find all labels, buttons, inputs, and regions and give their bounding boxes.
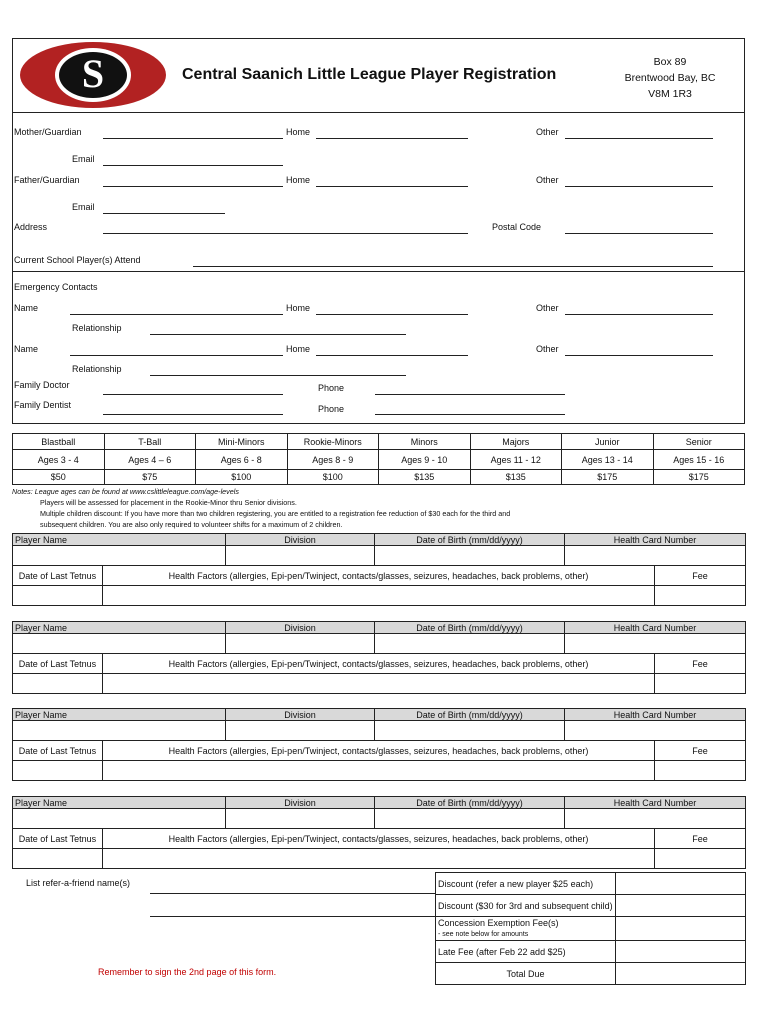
- dob-field[interactable]: [375, 721, 565, 741]
- player-block-4: Player Name Division Date of Birth (mm/dd/yyyy) Health Card Number Date of Last Tetnus Health Factors (allergies, Epi-pen/Twinject, contacts/glasses, seizures, headaches, back problems, other) Fee: [12, 796, 746, 869]
- dob-field[interactable]: [375, 809, 565, 829]
- player-block-2: Player Name Division Date of Birth (mm/dd/yyyy) Health Card Number Date of Last Tetnus Health Factors (allergies, Epi-pen/Twinject, contacts/glasses, seizures, headaches, back problems, other) Fee: [12, 621, 746, 694]
- division-name: Blastball: [13, 434, 105, 450]
- emergency1-relationship-field[interactable]: [150, 334, 406, 335]
- division-name: Minors: [379, 434, 471, 450]
- emergency1-other-label: Other: [536, 303, 559, 313]
- division-ages: Ages 15 - 16: [653, 450, 745, 470]
- refer-friend-field-2[interactable]: [150, 916, 435, 917]
- discount-new-label: Discount (refer a new player $25 each): [436, 873, 616, 895]
- player-name-field[interactable]: [13, 634, 226, 654]
- division-price: $50: [13, 470, 105, 485]
- fee-field[interactable]: [655, 761, 746, 781]
- discount-new-field[interactable]: [616, 873, 746, 895]
- mother-home-field[interactable]: [316, 138, 468, 139]
- tetnus-field[interactable]: [13, 586, 103, 606]
- division-ages: Ages 13 - 14: [562, 450, 654, 470]
- tetnus-field[interactable]: [13, 674, 103, 694]
- division-field[interactable]: [226, 634, 375, 654]
- emergency2-other-label: Other: [536, 344, 559, 354]
- player-block-3: Player Name Division Date of Birth (mm/dd/yyyy) Health Card Number Date of Last Tetnus Health Factors (allergies, Epi-pen/Twinject, contacts/glasses, seizures, headaches, back problems, other) Fee: [12, 708, 746, 781]
- fee-field[interactable]: [655, 586, 746, 606]
- division-field[interactable]: [226, 809, 375, 829]
- emergency2-home-label: Home: [286, 344, 311, 354]
- fee-summary-table: [435, 872, 746, 985]
- player-name-field[interactable]: [13, 546, 226, 566]
- division-field[interactable]: [226, 546, 375, 566]
- division-price: $175: [562, 470, 654, 485]
- health-card-field[interactable]: [565, 721, 746, 741]
- father-home-label: Home: [286, 175, 311, 185]
- emergency2-name-field[interactable]: [70, 355, 283, 356]
- emergency1-home-label: Home: [286, 303, 311, 313]
- emergency2-name-label: Name: [14, 344, 39, 354]
- emergency2-home-field[interactable]: [316, 355, 468, 356]
- concession-label: Concession Exemption Fee(s) - see note below for amounts: [436, 917, 616, 941]
- father-other-label: Other: [536, 175, 559, 185]
- division-ages: Ages 9 - 10: [379, 450, 471, 470]
- division-name: Junior: [562, 434, 654, 450]
- contact-section: [12, 38, 745, 424]
- father-name-field[interactable]: [103, 186, 283, 187]
- discount-third-label: Discount ($30 for 3rd and subsequent child): [436, 895, 616, 917]
- sign-reminder: Remember to sign the 2nd page of this form.: [98, 967, 277, 977]
- division-price: $75: [104, 470, 196, 485]
- refer-friend-label: List refer-a-friend name(s): [26, 878, 131, 888]
- division-field[interactable]: [226, 721, 375, 741]
- division-price: $135: [470, 470, 562, 485]
- discount-third-field[interactable]: [616, 895, 746, 917]
- emergency1-name-label: Name: [14, 303, 39, 313]
- division-price: $100: [196, 470, 288, 485]
- refer-friend-field-1[interactable]: [150, 893, 435, 894]
- division-name: Mini-Minors: [196, 434, 288, 450]
- mother-guardian-label: Mother/Guardian: [14, 127, 82, 137]
- division-price: $175: [653, 470, 745, 485]
- division-price: $100: [287, 470, 379, 485]
- emergency2-relationship-field[interactable]: [150, 375, 406, 376]
- player-name-field[interactable]: [13, 809, 226, 829]
- emergency1-relationship-label: Relationship: [72, 323, 122, 333]
- emergency2-other-field[interactable]: [565, 355, 713, 356]
- mother-name-field[interactable]: [103, 138, 283, 139]
- address-label: Address: [14, 222, 48, 232]
- postal-code-label: Postal Code: [492, 222, 542, 232]
- late-fee-label: Late Fee (after Feb 22 add $25): [436, 941, 616, 963]
- form-title: Central Saanich Little League Player Registration: [182, 66, 557, 83]
- health-factors-field[interactable]: [103, 674, 655, 694]
- league-address: Box 89 Brentwood Bay, BC V8M 1R3: [624, 56, 716, 100]
- emergency1-other-field[interactable]: [565, 314, 713, 315]
- emergency-heading: Emergency Contacts: [14, 282, 98, 292]
- division-name: Senior: [653, 434, 745, 450]
- mother-other-label: Other: [536, 127, 559, 137]
- health-factors-field[interactable]: [103, 849, 655, 869]
- emergency1-home-field[interactable]: [316, 314, 468, 315]
- health-factors-field[interactable]: [103, 586, 655, 606]
- division-ages: Ages 11 - 12: [470, 450, 562, 470]
- svg-text:S: S: [81, 51, 105, 96]
- doctor-phone-field[interactable]: [375, 394, 565, 395]
- registration-notes: Notes: League ages can be found at www.cslittleleague.com/age-levels Players will be assessed for placement in the Rookie-Minor thru Senior divisions. Multiple children discount: If you have more than two children registering, you are entitled to a registration fee reduction of $30 each for the third and subsequent children. You are also only required to volunteer shifts for a maximum of 2 children.: [12, 487, 511, 529]
- mother-email-field[interactable]: [103, 165, 283, 166]
- family-dentist-label: Family Dentist: [14, 400, 72, 410]
- division-ages: Ages 3 - 4: [13, 450, 105, 470]
- school-label: Current School Player(s) Attend: [14, 255, 141, 265]
- division-ages: Ages 4 – 6: [104, 450, 196, 470]
- family-doctor-label: Family Doctor: [14, 380, 70, 390]
- address-field[interactable]: [103, 233, 468, 234]
- division-ages: Ages 6 - 8: [196, 450, 288, 470]
- health-card-field[interactable]: [565, 809, 746, 829]
- division-price: $135: [379, 470, 471, 485]
- tetnus-field[interactable]: [13, 761, 103, 781]
- division-name: T-Ball: [104, 434, 196, 450]
- doctor-phone-label: Phone: [318, 383, 345, 393]
- mother-home-label: Home: [286, 127, 311, 137]
- division-fee-table: [12, 433, 745, 485]
- mother-email-label: Email: [72, 154, 95, 164]
- postal-code-field[interactable]: [565, 233, 713, 234]
- family-doctor-field[interactable]: [103, 394, 283, 395]
- division-name: Majors: [470, 434, 562, 450]
- father-home-field[interactable]: [316, 186, 468, 187]
- father-other-field[interactable]: [565, 186, 713, 187]
- emergency2-relationship-label: Relationship: [72, 364, 122, 374]
- dentist-phone-field[interactable]: [375, 414, 565, 415]
- father-email-label: Email: [72, 202, 95, 212]
- total-due-label: Total Due: [436, 963, 616, 985]
- fee-field[interactable]: [655, 849, 746, 869]
- mother-other-field[interactable]: [565, 138, 713, 139]
- father-guardian-label: Father/Guardian: [14, 175, 80, 185]
- concession-field[interactable]: [616, 917, 746, 941]
- dentist-phone-label: Phone: [318, 404, 345, 414]
- player-name-field[interactable]: [13, 721, 226, 741]
- school-field[interactable]: [193, 266, 713, 267]
- health-card-field[interactable]: [565, 634, 746, 654]
- player-block-1: Player Name Division Date of Birth (mm/dd/yyyy) Health Card Number Date of Last Tetnus Health Factors (allergies, Epi-pen/Twinject, contacts/glasses, seizures, headaches, back problems, other) Fee: [12, 533, 746, 606]
- division-ages: Ages 8 - 9: [287, 450, 379, 470]
- late-fee-field[interactable]: [616, 941, 746, 963]
- health-factors-field[interactable]: [103, 761, 655, 781]
- emergency1-name-field[interactable]: [70, 314, 283, 315]
- health-card-field[interactable]: [565, 546, 746, 566]
- father-email-field[interactable]: [103, 213, 225, 214]
- total-due-field[interactable]: [616, 963, 746, 985]
- dob-field[interactable]: [375, 546, 565, 566]
- division-name: Rookie-Minors: [287, 434, 379, 450]
- dob-field[interactable]: [375, 634, 565, 654]
- family-dentist-field[interactable]: [103, 414, 283, 415]
- fee-field[interactable]: [655, 674, 746, 694]
- tetnus-field[interactable]: [13, 849, 103, 869]
